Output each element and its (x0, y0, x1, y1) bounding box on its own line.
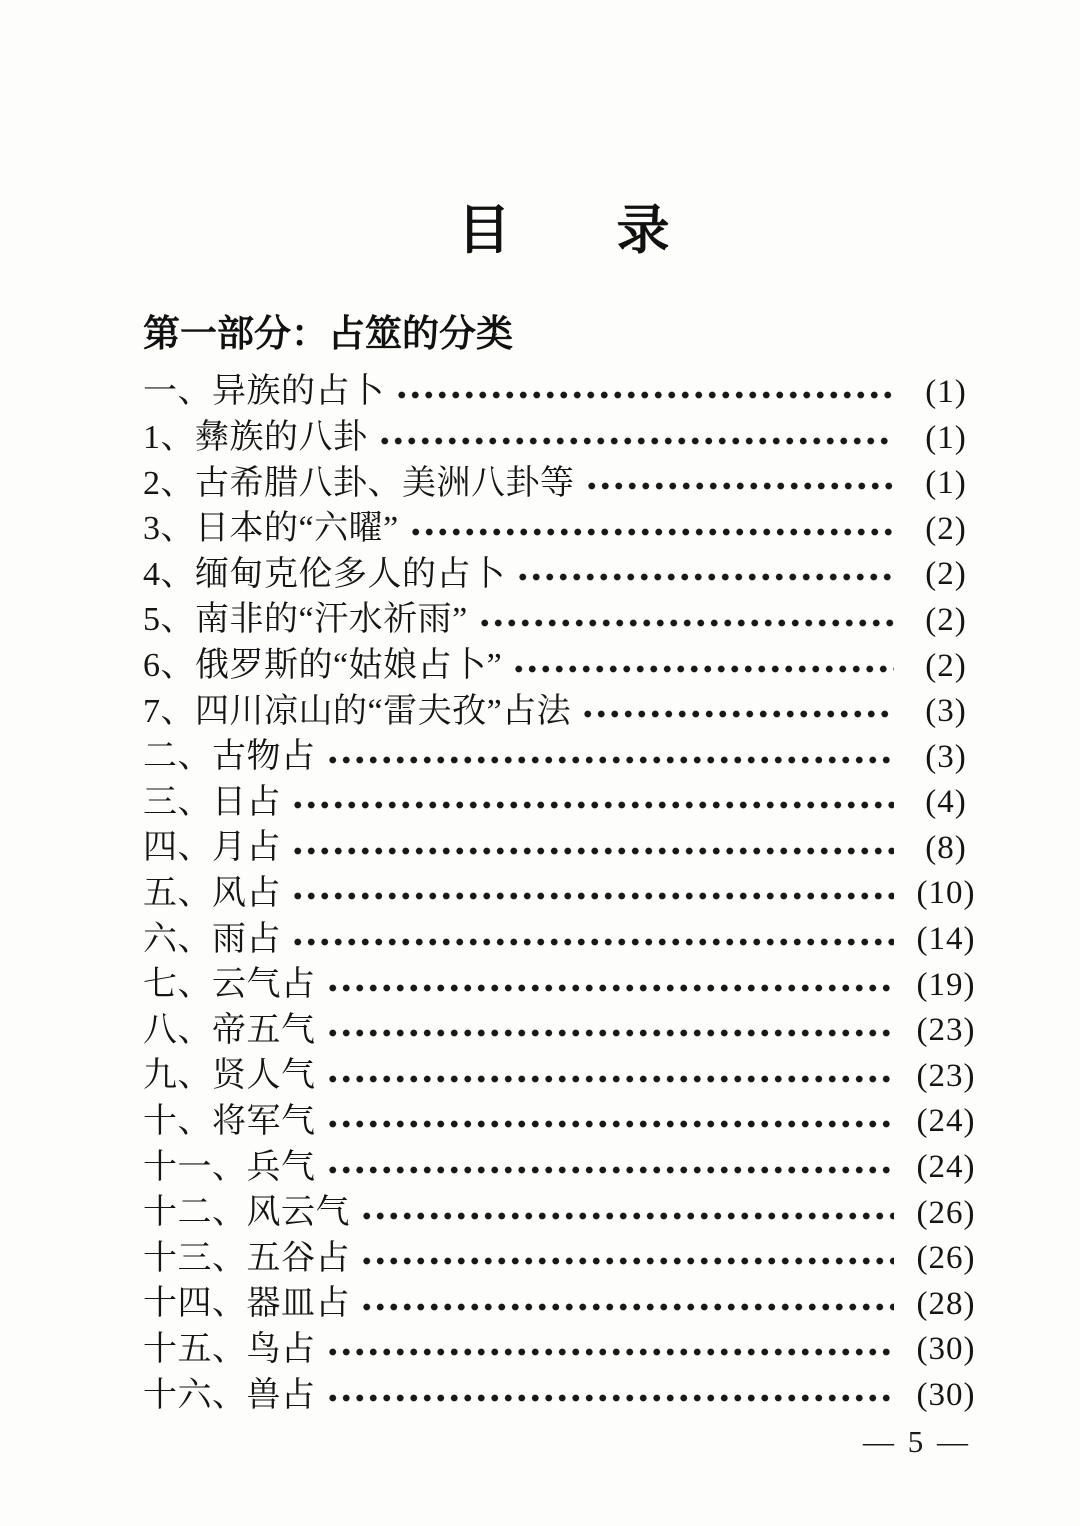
toc-entry-label: 十二、风云气 (143, 1194, 350, 1232)
toc-entry-label: 五、风占 (143, 874, 281, 912)
toc-entry (143, 506, 984, 552)
toc-entry-label: 十一、兵气 (143, 1148, 316, 1186)
toc-entry-label: 十四、器皿占 (143, 1285, 350, 1323)
toc-entry-page-number: (24) (916, 1103, 976, 1140)
toc-entry (143, 1373, 984, 1419)
toc-entry-label: 6、俄罗斯的“姑娘占卜” (143, 647, 503, 684)
dot-leader (326, 1392, 895, 1404)
toc-entry (143, 370, 984, 416)
dot-leader (478, 617, 894, 629)
toc-entry (143, 1054, 984, 1100)
toc-entry-page-number: (23) (916, 1057, 976, 1094)
toc-entry-label: 二、古物占 (143, 738, 316, 776)
dot-leader (291, 936, 894, 948)
dot-leader (516, 571, 895, 583)
toc-entry (143, 780, 984, 826)
dot-leader (326, 754, 895, 766)
dot-leader (585, 480, 895, 492)
toc-entry-page-number: (30) (916, 1331, 976, 1368)
toc-entry-label: 十、将军气 (143, 1102, 316, 1140)
toc-entry (143, 1282, 984, 1328)
toc-entry-label: 四、月占 (143, 829, 281, 867)
dot-leader (512, 663, 894, 675)
toc-list (143, 370, 984, 1419)
toc-entry (143, 1190, 984, 1236)
toc-entry-label: 十三、五谷占 (143, 1239, 350, 1277)
toc-entry-page-number: (26) (916, 1240, 976, 1277)
dot-leader (581, 708, 894, 720)
toc-entry-label: 十五、鸟占 (143, 1330, 316, 1368)
toc-entry-label: 一、异族的占卜 (143, 373, 385, 411)
dot-leader (360, 1210, 894, 1222)
dot-leader (360, 1255, 894, 1267)
toc-entry-page-number: (1) (925, 419, 967, 456)
dot-leader (291, 799, 894, 811)
toc-entry (143, 871, 984, 917)
dot-leader (291, 845, 894, 857)
toc-entry (143, 1236, 984, 1282)
section-heading: 第一部分：占筮的分类 (143, 312, 513, 354)
toc-entry-label: 十六、兽占 (143, 1376, 316, 1414)
toc-entry-label: 5、南非的“汗水祈雨” (143, 601, 468, 639)
toc-entry-label: 2、古希腊八卦、美洲八卦等 (143, 464, 575, 502)
dot-leader (326, 1346, 895, 1358)
page-number-footer: — 5 — (863, 1424, 971, 1460)
toc-entry (143, 917, 984, 963)
toc-entry (143, 1099, 984, 1145)
dot-leader (360, 1301, 894, 1313)
toc-entry-page-number: (30) (916, 1377, 976, 1413)
toc-entry-page-number: (2) (925, 556, 967, 593)
page-title: 目 录 (457, 201, 670, 260)
dot-leader (378, 435, 895, 447)
toc-entry-page-number: (1) (925, 373, 967, 410)
toc-entry (143, 461, 984, 507)
dot-leader (326, 1073, 895, 1085)
toc-entry (143, 962, 984, 1008)
dot-leader (326, 1164, 895, 1176)
toc-entry (143, 598, 984, 644)
toc-entry-page-number: (2) (925, 510, 967, 547)
toc-entry-page-number: (2) (925, 647, 967, 684)
toc-entry-page-number: (8) (925, 829, 967, 866)
toc-entry-label: 4、缅甸克伦多人的占卜 (143, 555, 506, 593)
dot-leader (395, 389, 895, 401)
toc-entry-label: 九、贤人气 (143, 1057, 316, 1095)
dot-leader (291, 890, 894, 902)
toc-entry-label: 1、彝族的八卦 (143, 419, 368, 457)
toc-entry (143, 415, 984, 461)
toc-entry-page-number: (10) (916, 875, 976, 912)
toc-entry (143, 552, 984, 598)
toc-entry-label: 八、帝五气 (143, 1011, 316, 1049)
toc-entry-page-number: (23) (916, 1012, 976, 1049)
toc-entry (143, 689, 984, 735)
toc-entry (143, 734, 984, 780)
toc-entry-label: 七、云气占 (143, 966, 316, 1004)
toc-entry (143, 1145, 984, 1191)
toc-entry-page-number: (3) (925, 738, 967, 775)
toc-entry (143, 1327, 984, 1373)
toc-entry-page-number: (2) (925, 601, 967, 638)
dot-leader (326, 982, 895, 994)
toc-entry-page-number: (28) (916, 1285, 976, 1322)
toc-entry (143, 826, 984, 872)
toc-entry-page-number: (19) (916, 966, 976, 1003)
toc-entry-page-number: (26) (916, 1194, 976, 1231)
toc-entry-label: 六、雨占 (143, 920, 281, 958)
toc-entry (143, 643, 984, 689)
toc-entry-label: 3、日本的“六曜” (143, 510, 399, 548)
toc-entry-label: 7、四川凉山的“雷夫孜”占法 (143, 692, 572, 730)
toc-entry-page-number: (4) (925, 784, 967, 821)
dot-leader (326, 1027, 895, 1039)
toc-entry-page-number: (3) (925, 693, 967, 730)
dot-leader (326, 1118, 895, 1130)
toc-entry-page-number: (14) (916, 921, 976, 958)
dot-leader (409, 526, 894, 538)
toc-entry-page-number: (24) (916, 1149, 976, 1186)
toc-entry (143, 1008, 984, 1054)
toc-entry-page-number: (1) (925, 465, 967, 502)
toc-entry-label: 三、日占 (143, 783, 281, 821)
